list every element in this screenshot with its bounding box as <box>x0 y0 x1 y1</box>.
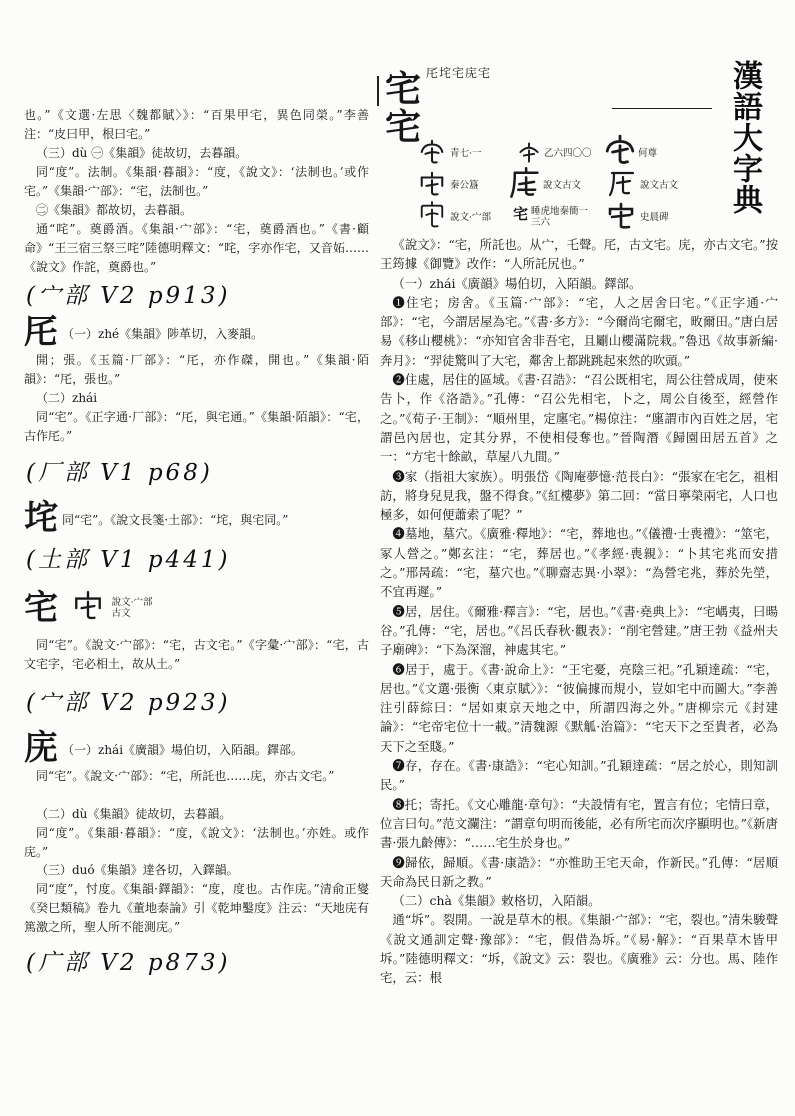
entry-character: 宅 <box>24 588 58 628</box>
entry-character: 庑 <box>24 728 58 768</box>
seal-source-label: 青七·一 <box>450 148 482 159</box>
sense-5: ❺居，居住。《爾雅·釋言》：“宅，居也。”《書·堯典上》：“宅嵎夷，曰暘谷。”孔傳：“宅，居也。”《呂氏春秋·觀表》：“削宅營建。”唐王勃《益州夫子廟碑》：“下為深溜，神處其宅。” <box>380 603 778 658</box>
handwritten-note: (广部 V2 p873) <box>26 950 231 976</box>
entry-pronunciation: （一）zhé《集韻》陟革切，入麥韻。 <box>62 327 264 341</box>
entry-character: 垞 <box>24 498 58 538</box>
sense-1: ❶住宅；房舍。《玉篇·宀部》：“宅，人之居舍曰宅。”《正字通·宀部》：“宅，今謂居屋為宅。”《書·多方》：“今爾尚宅爾宅，畋爾田。”唐白居易《移山櫻桃》：“亦知官舍非吾宅，且劚山櫻滿院栽。”魯迅《故事新編·奔月》：“羿徒驚叫了大宅，鄰舍上都跳跳起來然的吹頭。” <box>380 294 778 368</box>
definition-paragraph: 同“度”。《集韻·暮韻》：“度，《說文》：‘法制也。’亦姓。或作庑。” <box>24 826 369 859</box>
pronunciation-heading: （二）dù《集韻》徒故切，去暮韻。 <box>36 807 232 821</box>
seal-script-form <box>72 590 104 628</box>
definition-paragraph: 通“坼”。裂開。一說是草木的根。《集韻·宀部》：“宅，裂也。”清朱駿聲《說文通訓定聲·豫部》：“宅，假借為坼。”《易·解》：“百果草木皆甲坼。”陸德明釋文：“坼，《說文》云：裂也。《廣雅》云：分也。馬、陸作宅，云：根 <box>380 912 778 986</box>
seal-source-label: 說文古文 <box>640 180 679 191</box>
shuowen-citation: 《說文》：“宅，所託也。从宀，乇聲。厇，古文宅。庑，亦古文宅。”按王筠據《御覽》改作：“人所託尻也。” <box>380 237 778 272</box>
definition-paragraph: 同“度”。法制。《集韻·暮韻》：“度，《說文》：‘法制也。’或作宅。”《集韻·宀部》：“宅，法制也。” <box>24 165 369 198</box>
definition-paragraph: 通“咤”。奠爵酒。《集韻·宀部》：“宅，奠爵酒也。”《書·顧命》“王三宿三祭三咤”陸德明釋文：“咤，字亦作宅，又音妬……《說文》作詫，奠爵也。” <box>24 222 369 274</box>
definition-paragraph: 開；張。《玉篇·厂部》：“厇，亦作磔，開也。”《集韻·陌韻》：“厇，張也。” <box>24 353 369 386</box>
oracle-bone-form <box>418 138 446 170</box>
clerical-script-form <box>606 202 636 234</box>
shuowen-ancient-form <box>508 166 542 204</box>
header-divider <box>377 76 379 106</box>
continuation-paragraph: 也。”《文選·左思〈魏都賦〉》：“百果甲宅，異色同榮。”李善注：“皮曰甲，根曰宅。” <box>24 108 369 141</box>
sense-4: ❹墓地，墓穴。《廣雅·釋地》：“宅，葬地也。”《儀禮·士喪禮》：“筮宅，冢人營之。”鄭玄注：“宅，葬居也。”《孝經·喪親》：“卜其宅兆而安措之。”邢昺疏：“宅，墓穴也。”《聊齋志異·小翠》：“為營宅兆，葬於先塋，不宜再遲。” <box>380 526 778 600</box>
definition-text: 同“宅”。《說文長箋·土部》：“垞，與宅同。” <box>62 513 289 527</box>
handwritten-note: (宀部 V2 p923) <box>26 690 231 716</box>
header-rule <box>612 108 712 109</box>
pronunciation-heading: （三）dù ㊀《集韻》徒故切，去暮韻。 <box>36 146 248 160</box>
seal-source-label: 秦公簋 <box>450 180 479 191</box>
small-seal-form <box>418 200 446 234</box>
bronze-inscription-form <box>418 170 446 202</box>
pronunciation-heading: （三）duó《集韻》達各切，入鐸韻。 <box>36 863 239 877</box>
sense-6: ❻居于，處于。《書·說命上》：“王宅憂，亮陰三祀。”孔穎達疏：“宅，居也。”《文選·張衡〈東京賦〉》：“彼偏據而規小，豈如宅中而圖大。”李善注引薛綜曰：“居如東京天地之中，所謂四海之外。”唐柳宗元《封建論》：“宅帝宅位十一載。”清魏源《默觚·治篇》：“宅天下之至貴者，必為天下之至賤。” <box>380 661 778 754</box>
sense-3: ❸家（指祖大家族）。明張岱《陶庵夢憶·范長白》：“張家在宅乞，祖相訪，將身兒見我，盤不得食。”《紅樓夢》第二回：“當日寧榮兩宅，人口也極多，如何便蕭索了呢？” <box>380 468 778 523</box>
handwritten-note: (土部 V1 p441) <box>26 547 231 573</box>
entry-head-guang <box>24 730 369 766</box>
bamboo-slip-form: 宅 <box>513 205 529 223</box>
pronunciation-heading: （二）zhái <box>36 391 98 405</box>
seal-source-label: 睡虎地秦簡一三六 <box>531 206 589 228</box>
definition-paragraph: 同“宅”。《說文·宀部》：“宅，古文宅。”《字彙·宀部》：“宅，古文宅字，宅必相土，故从土。” <box>24 638 369 671</box>
entry-head-gu <box>24 590 369 628</box>
seal-source-label: 說文·宀部 <box>450 212 492 223</box>
seal-source-label: 說文古文 <box>543 180 582 191</box>
shuowen-ancient-form <box>607 168 637 202</box>
definition-paragraph: 同“宅”。《正字通·厂部》：“厇，與宅通。”《集韻·陌韻》：“宅，古作厇。” <box>24 410 369 443</box>
entry-head-cha <box>24 500 369 536</box>
seal-source-label: 說文·宀部 古文 <box>111 597 153 619</box>
book-title-vertical: 漢語大字典 <box>727 60 762 215</box>
pronunciation-heading: （一）zhái《廣韻》場伯切，入陌韻。鐸部。 <box>392 275 642 291</box>
seal-source-label: 史晨碑 <box>640 212 669 223</box>
pronunciation-heading: （二）chà《集韻》敕格切，入陌韻。 <box>392 893 601 909</box>
handwritten-note: (厂部 V1 p68) <box>26 460 213 486</box>
entry-pronunciation: （一）zhái《廣韻》場伯切，入陌韻。鐸部。 <box>62 743 304 757</box>
entry-head-character-2: 宅 <box>385 106 422 148</box>
pronunciation-heading: ㊁《集韻》都故切，去暮韻。 <box>36 203 193 217</box>
sense-9: ❾歸依，歸順。《書·康誥》：“亦惟助王宅天命，作新民。”孔傳：“居順天命為民日新之教。” <box>380 854 778 889</box>
bronze-inscription-form <box>604 134 636 170</box>
entry-head-character: 宅 <box>385 68 422 110</box>
sense-8: ❽托；寄托。《文心雕龍·章句》：“夫設情有宅，置言有位；宅情曰章，位言曰句。”范文瀾注：“謂章句明而後能，必有所宅而次序顯明也。”《新唐書·張九齡傳》：“……宅生於身也。” <box>380 796 778 851</box>
entry-body-right <box>380 235 778 1111</box>
seal-source-label: 何尊 <box>638 148 658 159</box>
definition-paragraph: 同“宅”。《說文·宀部》：“宅，所託也……庑，亦古文宅。” <box>36 769 335 783</box>
entry-character: 厇 <box>24 312 58 352</box>
seal-source-label: 乙六四〇〇 <box>544 148 592 159</box>
handwritten-note: (宀部 V2 p913) <box>26 283 231 309</box>
sense-2: ❷住處，居住的區域。《書·召誥》：“召公既相宅，周公往營成周，使來告卜，作《洛誥》。”孔傳：“召公先相宅，卜之，周公自後至，經營作之。”《荀子·王制》：“順州里，定廛宅。”楊倞注：“廛謂市內百姓之居，宅謂邑內居也，定其分界，不使相侵奪也。”晉陶潛《歸園田居五首》之一：“方宅十餘畝，草屋八九間。” <box>380 372 778 465</box>
header-variant-characters: 厇垞宅庑宅 <box>426 66 492 80</box>
entry-head-zhe <box>24 314 369 350</box>
sense-7: ❼存，存在。《書·康誥》：“宅心知訓。”孔穎達疏：“居之於心，則知訓民。” <box>380 758 778 793</box>
definition-paragraph: 同“度”，忖度。《集韻·鐸韻》：“度，度也。古作庑。”清俞正燮《癸巳類稿》卷九《董地泰論》引《乾坤鑿度》注云：“天地庑有篤激之所，聖人所不能測庑。” <box>24 882 369 934</box>
